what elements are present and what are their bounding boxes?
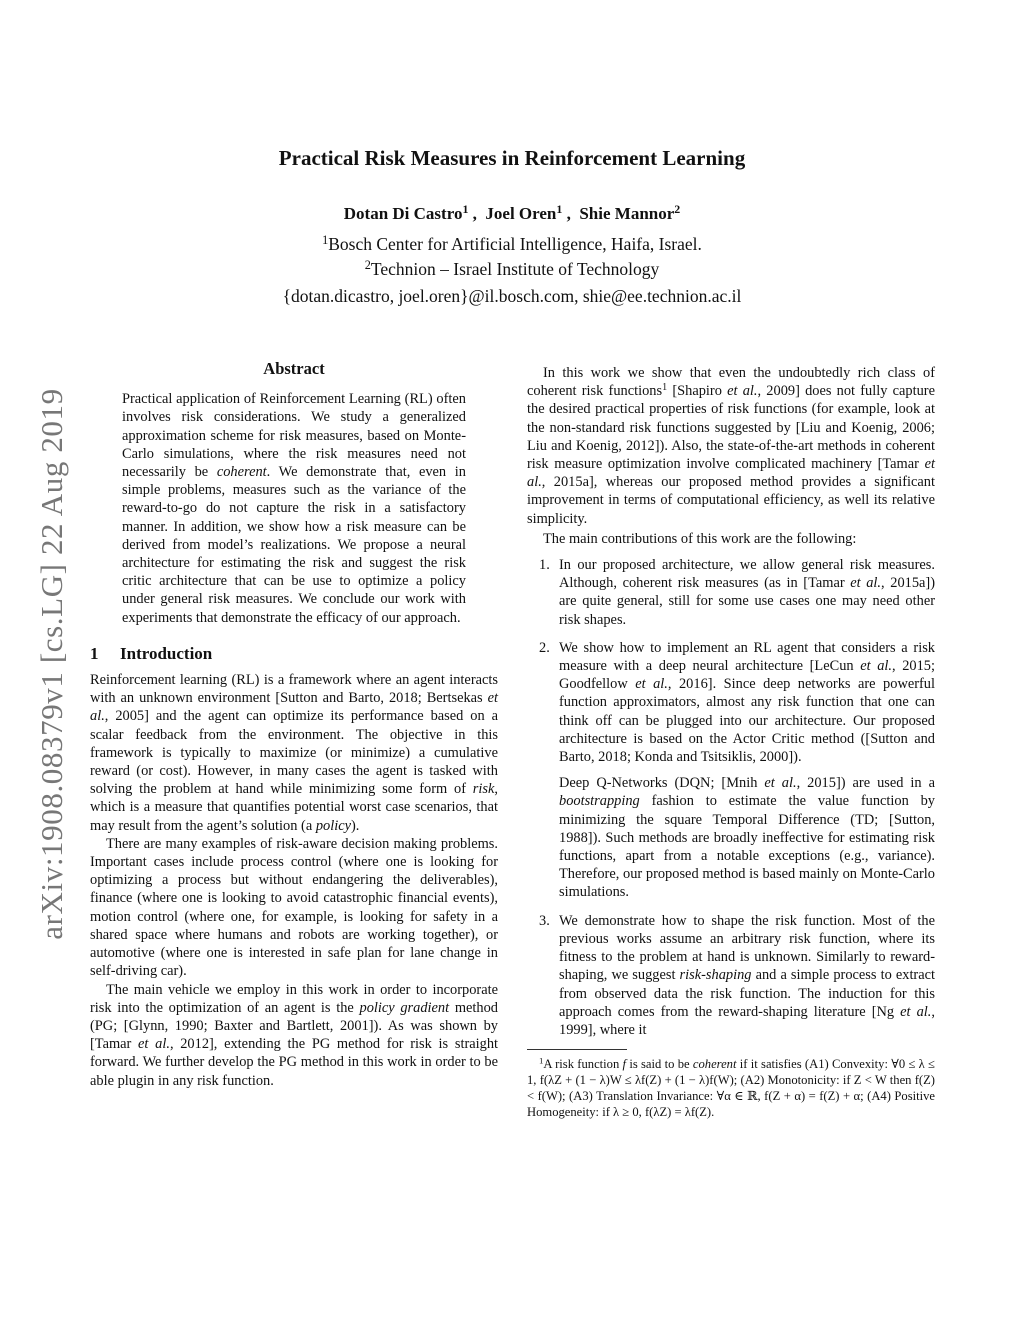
intro-paragraph-1: Reinforcement learning (RL) is a framework where an agent interacts with an unknown environment [Sutton and Barto, 2018; Bertsekas et al., 2005] and the agent can optimize its performance based on a scalar feedback from the environment. The objective in this framework is typically to maximize (or minimize) a cumulative reward (or cost). However, in many cases the agent is tasked with solving the problem at hand while minimizing some form of risk, which is a measure that quantifies potential worst case scenarios, that may result from the agent’s solution (a policy). — [90, 672, 498, 834]
author-list: Dotan Di Castro$^1$ , Joel Oren$^1$ , Shie Mannor$^2$ — [343, 202, 681, 223]
arxiv-identifier: arXiv:1908.08379v1 [cs.LG] 22 Aug 2019 — [34, 388, 69, 940]
author-mark: 2 — [674, 202, 681, 217]
affiliation-1 — [0, 234, 1024, 255]
author-name: Dotan Di Castro — [343, 204, 463, 223]
footnote-divider — [527, 1049, 627, 1050]
contributions-list — [527, 556, 935, 1039]
list-item: 3. We demonstrate how to shape the risk function. Most of the previous works assume an arbitrary risk function, where its fitness to the problem at hand is unknown. Similarly to reward-shaping, we suggest risk-shaping and a simple process to extract from observed data the risk function. The induction for this approach comes from the reward-shaping literature [Ng et al., 1999], where it — [539, 912, 936, 1038]
affiliation-mark: 1 — [322, 232, 329, 247]
affiliation-text: Technion – Israel Institute of Technology — [370, 259, 660, 279]
abstract-body: Practical application of Reinforcement Learning (RL) often involves risk considerations. We study a generalized approximation scheme for risk measures, based on Monte-Carlo simulations, where the risk measures need not necessarily be coherent. We demonstrate that, even in simple problems, measures such as the variance of the reward-to-go do not capture the risk in a satisfactory manner. In addition, we show how a risk measure can be derived from model’s realizations. We propose a neural architecture for estimating the risk and suggest the risk critic architecture that can be use to optimize a policy under general risk measures. We conclude our work with experiments that demonstrate the efficacy of our approach. — [122, 391, 466, 626]
affiliation-text: Bosch Center for Artificial Intelligence, Haifa, Israel. — [328, 234, 702, 254]
affiliation-mark: 2 — [364, 257, 371, 272]
paper-title: Practical Risk Measures in Reinforcement Learning — [278, 146, 746, 170]
intro-paragraph-3: The main vehicle we employ in this work in order to incorporate risk into the optimization of an agent is the policy gradient method (PG; [Glynn, 1990; Baxter and Bartlett, 2001]). As was shown by [Tamar et al., 2012], extending the PG method for risk is straight forward. We further develop the PG method in this work in order to be able plugin in any risk function. — [90, 981, 499, 1089]
left-column — [90, 360, 498, 1090]
author-name: Shie Mannor — [579, 204, 675, 223]
list-item: 1. In our proposed architecture, we allow general risk measures. Although, coherent risk measures (as in [Tamar et al., 2015a]) are quite general, still for some use cases one may need other risk shapes. — [539, 557, 935, 628]
author-mark: 1 — [556, 202, 563, 217]
list-item: 2. We show how to implement an RL agent that considers a risk measure with a deep neural architecture [LeCun et al., 2015; Goodfellow et al., 2016]. Since deep networks are powerful function approximators, almost any risk function that one can think off can be plugged into our architecture. Our proposed architecture is based on the Actor Critic method ([Sutton and Barto, 2018; Konda and Tsitsiklis, 2000]). Deep Q-Networks (DQN; [Mnih et al., 2015]) are used in a bootstrapping fashion to estimate the value function by minimizing the square Temporal Difference (TD; [Sutton, 1988]). Such methods are broadly ineffective for estimating risk functions, apart from a notable exceptions (e.g., variance). Therefore, our proposed method is based mainly on Monte-Carlo simulations. — [539, 639, 936, 901]
author-mark: 1 — [462, 202, 469, 217]
right-paragraph-2: The main contributions of this work are the following: — [543, 530, 857, 547]
section-heading-introduction: 1 Introduction — [90, 643, 213, 663]
author-emails: {dotan.dicastro, joel.oren}@il.bosch.com, shie@ee.technion.ac.il — [282, 286, 742, 306]
abstract-heading: Abstract — [263, 359, 325, 378]
footnote-ref[interactable]: 1 — [662, 382, 668, 394]
affiliation-2 — [0, 259, 1024, 280]
right-paragraph-1: In this work we show that even the undoubtedly rich class of coherent risk functions$^1$ [Shapiro et al., 2009] does not fully capture the desired practical properties of risk functions (for example, look at the non-standard risk functions suggested by [Liu and Koenig, 2006; Liu and Koenig, 2012]). Also, the state-of-the-art methods in coherent risk measure optimization involve complicated machinery [Tamar et al., 2015a], whereas our proposed method provides a significant improvement in terms of computational efficiency, as well its relative simplicity. — [527, 365, 935, 527]
footnote-1: $^1$A risk function f is said to be coherent if it satisfies (A1) Convexity: ∀0 ≤ λ ≤ 1, f(λZ + (1 − λ)W ≤ λf(Z) + (1 − λ)f(W); (A2) Monotonicity: if Z < W then f(Z) < f(W); (A3) Translation Invariance: ∀α ∈ ℝ, f(Z + α) = f(Z) + α; (A4) Positive Homogeneity: if λ ≥ 0, f(λZ) = λf(Z). — [527, 1055, 935, 1120]
author-name: Joel Oren — [485, 204, 557, 223]
right-column — [527, 364, 935, 1120]
intro-paragraph-2: There are many examples of risk-aware decision making problems. Important cases include process control (where one is looking for optimizing a process but without endangering the deliverables), finance (where one is looking to avoid catastrophic financial events), motion control (where one, for example, is looking for safety in a shared space where humans and robots are working together), or automotive (where one is interested in safe plan for lane change in self-driving car). — [90, 835, 498, 980]
